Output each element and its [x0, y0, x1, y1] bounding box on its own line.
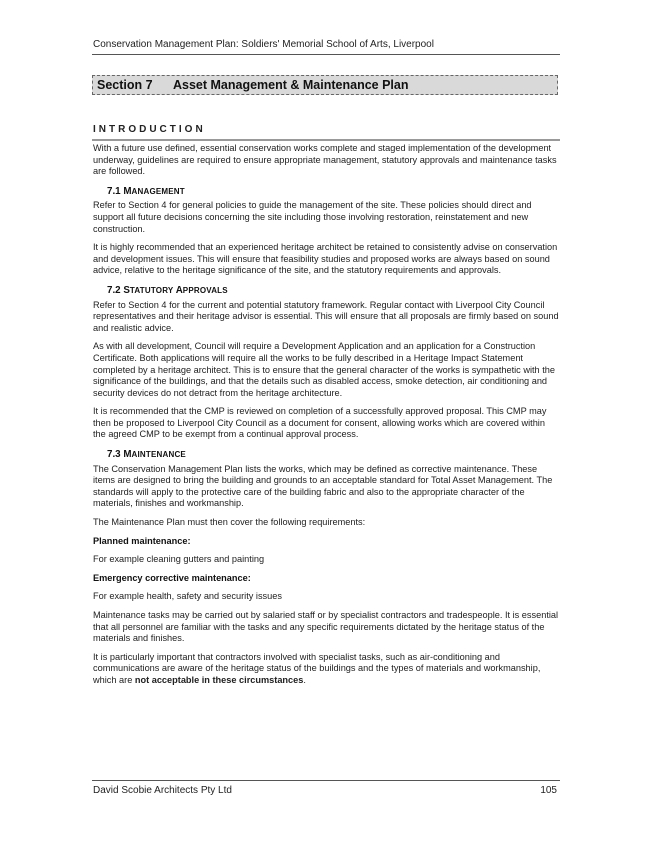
- subsection-title: PPROVALS: [182, 285, 228, 295]
- section-heading-box: [92, 75, 558, 95]
- emphasis-text: not acceptable in these circumstances: [134, 674, 304, 685]
- paragraph: It is recommended that the CMP is reviewed on completion of a successfully approved proposal. This CMP may then be proposed to Liverpool City Council as a document for consent, allowing works which are covered within the agreed CMP to be exempt from a continual approval process.: [93, 406, 547, 440]
- paragraph-text: .: [303, 674, 306, 685]
- intro-paragraph: With a future use defined, essential conservation works complete and staged implementation of the development underway, guidelines are required to ensure appropriate management, statutory approvals and maintenance tasks are followed.: [93, 143, 557, 177]
- section-number: Section 7: [97, 78, 153, 92]
- planned-maintenance-label: Planned maintenance:: [93, 535, 191, 546]
- footer-rule: [92, 780, 560, 781]
- page-number: 105: [540, 785, 557, 796]
- subsection-7-3-heading: [107, 449, 559, 461]
- body-content: [93, 143, 559, 694]
- running-header: Conservation Management Plan: Soldiers' Memorial School of Arts, Liverpool: [93, 39, 434, 50]
- header-rule: [92, 54, 560, 55]
- paragraph: The Maintenance Plan must then cover the following requirements:: [93, 517, 366, 528]
- subsection-title-cap: A: [175, 284, 183, 296]
- footer-company: David Scobie Architects Pty Ltd: [93, 785, 232, 796]
- paragraph: [93, 652, 559, 687]
- subsection-number: 7.3 M: [107, 449, 132, 461]
- subsection-title: ANAGEMENT: [131, 186, 185, 196]
- paragraph-text: It is particularly important that contractors involved with specialist tasks, such as air-conditioning and communications are aware of the heritage status of the buildings and the types of materials and workmanship, which are: [93, 651, 541, 685]
- subsection-number: 7.1 M: [107, 185, 132, 197]
- paragraph: It is highly recommended that an experienced heritage architect be retained to consistently advise on conservation and development issues. This will ensure that feasibility studies and proposed works are always based on sound advice, relative to the heritage significance of the site, and the statutory requirements and approvals.: [93, 242, 558, 276]
- subsection-number: 7.2 S: [107, 284, 130, 296]
- introduction-rule: [92, 139, 560, 141]
- subsection-title: TATUTORY: [129, 285, 176, 295]
- paragraph: The Conservation Management Plan lists the works, which may be defined as corrective maintenance. These items are designed to bring the building and grounds to an acceptable standard for Total Asset Management. The standards will apply to the protective care of the building fabric and also to the appropriate character of the materials, finishes and workmanship.: [93, 463, 553, 509]
- subsection-title: AINTENANCE: [131, 450, 186, 460]
- paragraph: Refer to Section 4 for general policies to guide the management of the site. These policies should direct and support all future decisions concerning the site including those involving restoration, reinstatement and new construction.: [93, 200, 532, 234]
- introduction-heading: INTRODUCTION: [93, 124, 206, 135]
- section-title: Asset Management & Maintenance Plan: [173, 78, 409, 92]
- paragraph: As with all development, Council will require a Development Application and an application for a Construction Certificate. Both applications will require all the works to be fully described in a Heritage Impact Statement completed by a heritage architect. This is to ensure that the general character of the works is sympathetic with the significance of the buildings, and that the details such as disabled access, smoke detection, air conditioning and security devices do not detract from the heritage architecture.: [93, 341, 555, 398]
- subsection-7-1-heading: [107, 186, 559, 198]
- emergency-maintenance-label: Emergency corrective maintenance:: [93, 572, 251, 583]
- paragraph: Maintenance tasks may be carried out by salaried staff or by specialist contractors and tradespeople. It is essential that all personnel are familiar with the tasks and any specific requirements dictated by the heritage status of the materials and finishes.: [93, 610, 559, 644]
- planned-maintenance-text: For example cleaning gutters and painting: [93, 554, 265, 565]
- emergency-maintenance-text: For example health, safety and security issues: [93, 591, 282, 602]
- paragraph: Refer to Section 4 for the current and potential statutory framework. Regular contact with Liverpool City Council representatives and their heritage advisor is essential. This will ensure that all proposals are firmly based on sound and realistic advice.: [93, 299, 559, 333]
- subsection-7-2-heading: [107, 285, 559, 297]
